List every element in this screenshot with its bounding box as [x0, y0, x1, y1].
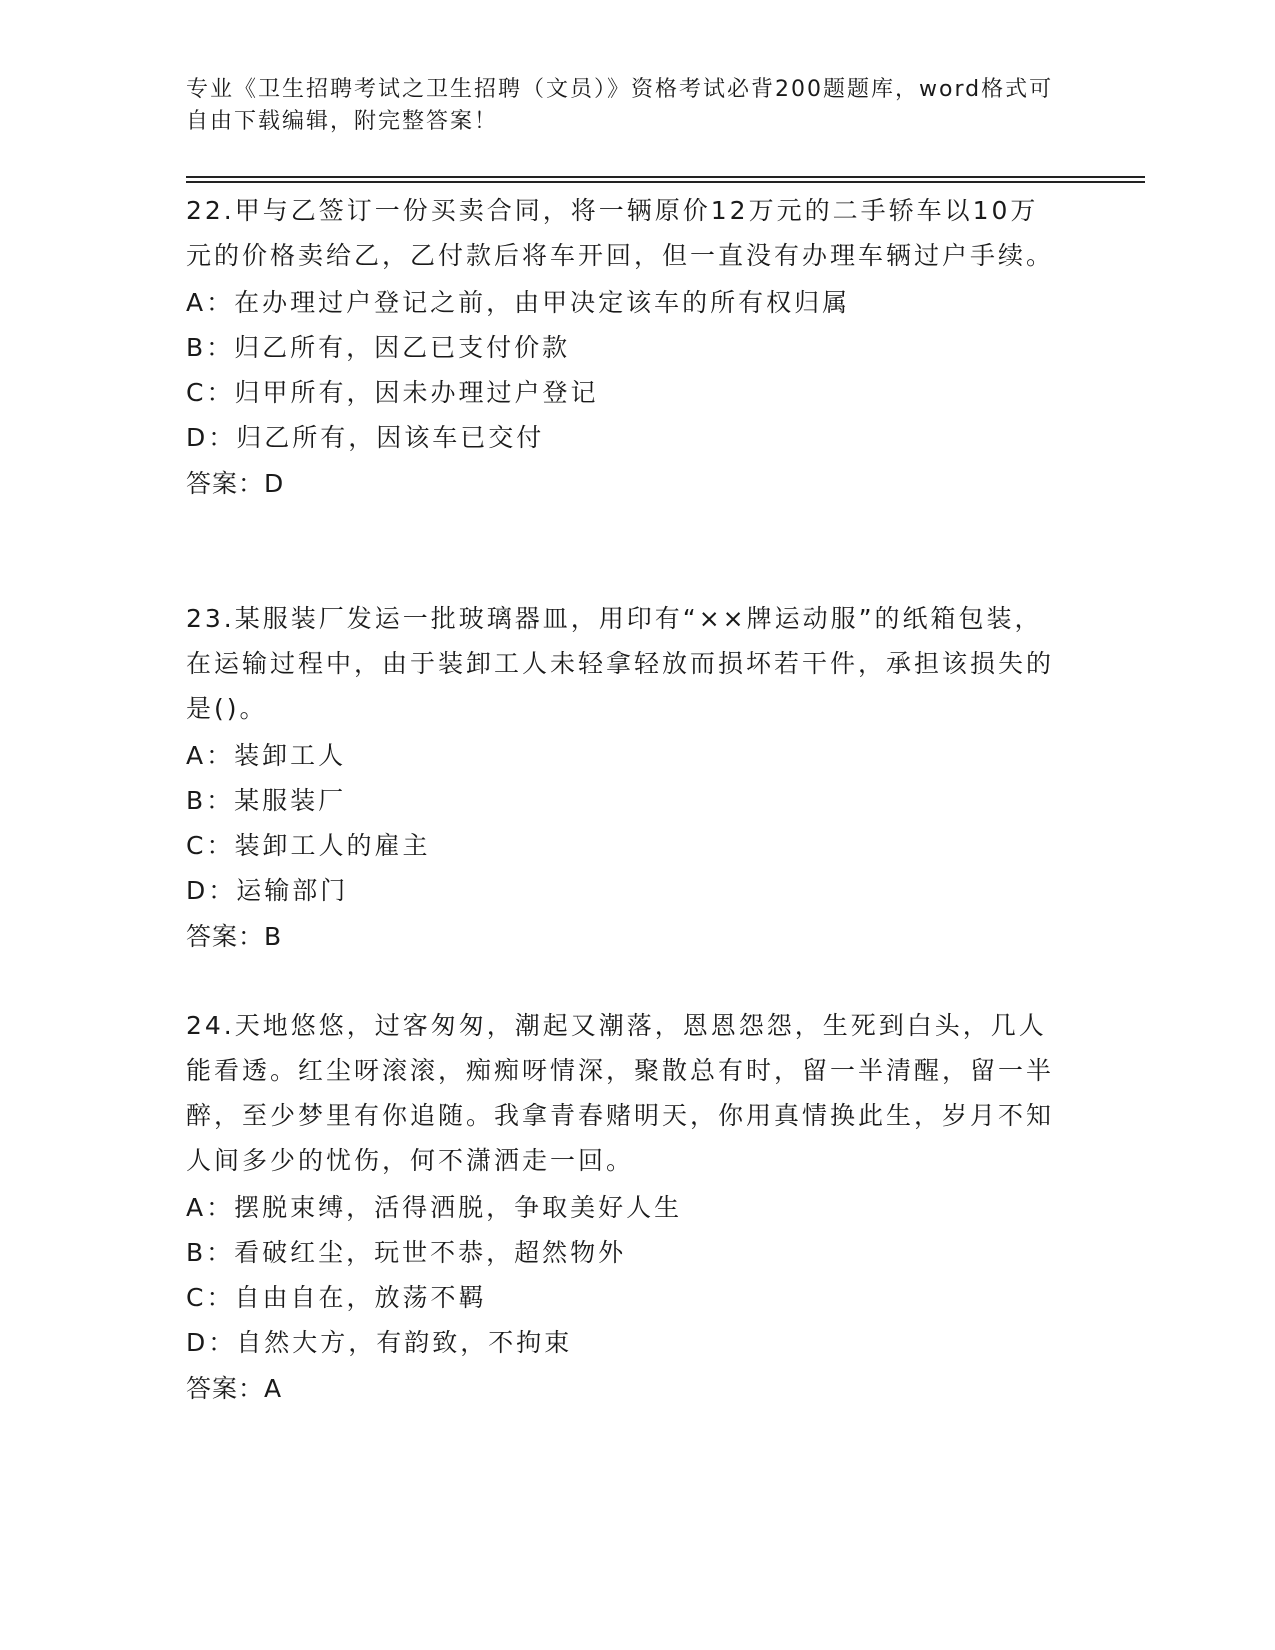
document-header: 专业《卫生招聘考试之卫生招聘（文员）》资格考试必背200题题库，word格式可自由下载编辑，附完整答案！: [186, 77, 1054, 134]
answer: 答案：B: [186, 922, 283, 951]
option-b: B：某服装厂: [186, 786, 347, 815]
option-a: A：摆脱束缚，活得洒脱，争取美好人生: [186, 1193, 683, 1222]
option-a: A：装卸工人: [186, 741, 347, 770]
option-b: B：看破红尘，玩世不恭，超然物外: [186, 1238, 627, 1267]
option-b: B：归乙所有，因乙已支付价款: [186, 333, 571, 362]
question-24: [186, 1003, 1066, 1411]
option-c: C：自由自在，放荡不羁: [186, 1283, 487, 1312]
question-stem: 23.某服装厂发运一批玻璃器皿，用印有“××牌运动服”的纸箱包装，在运输过程中，由于装卸工人未轻拿轻放而损坏若干件，承担该损失的是()。: [186, 604, 1055, 723]
header-divider-top: [186, 176, 1145, 178]
question-stem: 22.甲与乙签订一份买卖合同，将一辆原价12万元的二手轿车以10万元的价格卖给乙，乙付款后将车开回，但一直没有办理车辆过户手续。: [186, 196, 1055, 270]
answer: 答案：A: [186, 1374, 283, 1403]
option-c: C：装卸工人的雇主: [186, 831, 431, 860]
question-stem: 24.天地悠悠，过客匆匆，潮起又潮落，恩恩怨怨，生死到白头，几人能看透。红尘呀滚滚，痴痴呀情深，聚散总有时，留一半清醒，留一半醉，至少梦里有你追随。我拿青春赌明天，你用真情换此生，岁月不知人间多少的忧伤，何不潇洒走一回。: [186, 1011, 1055, 1175]
header-divider-bottom: [186, 181, 1145, 183]
answer: 答案：D: [186, 469, 285, 498]
question-22: [186, 188, 1066, 506]
option-c: C：归甲所有，因未办理过户登记: [186, 378, 599, 407]
option-d: D：运输部门: [186, 876, 349, 905]
option-a: A：在办理过户登记之前，由甲决定该车的所有权归属: [186, 288, 851, 317]
option-d: D：归乙所有，因该车已交付: [186, 423, 545, 452]
question-23: [186, 596, 1066, 959]
option-d: D：自然大方，有韵致，不拘束: [186, 1328, 573, 1357]
